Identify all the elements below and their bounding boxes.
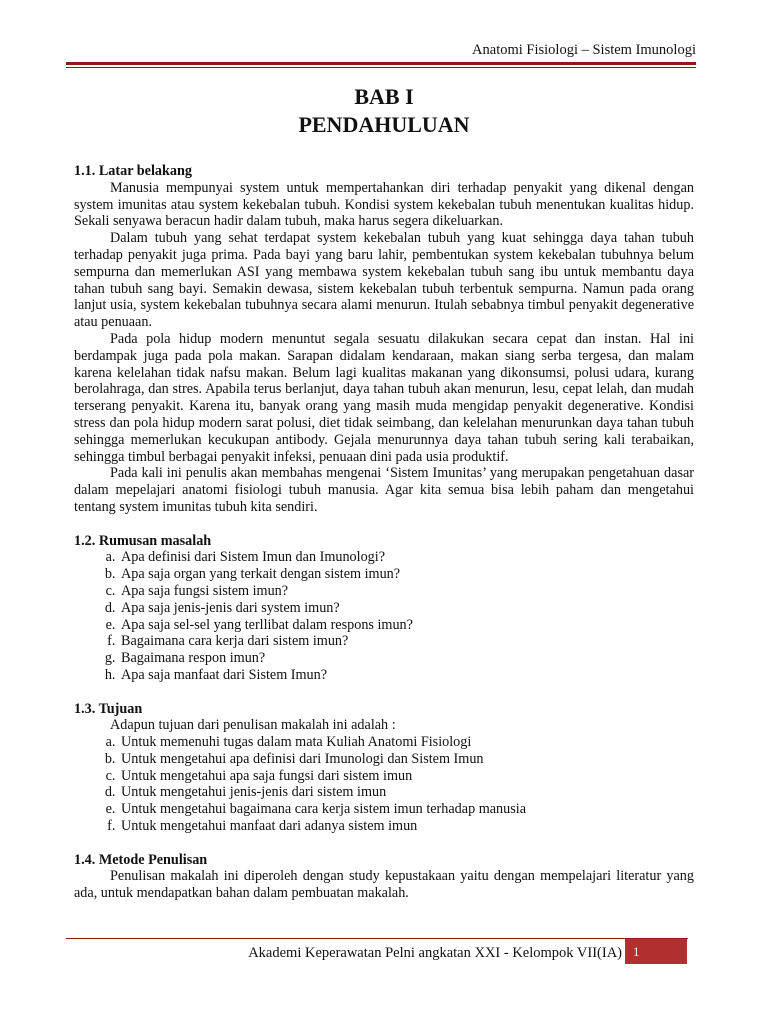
section-heading-latar: 1.1. Latar belakang bbox=[74, 163, 192, 179]
paragraph: Pada pola hidup modern menuntut segala sesuatu dilakukan secara cepat dan instan. Hal ini berdampak juga pada pola makan. Sarapan didalam kendaraan, makan siang serba tergesa, dan malam karena kelelahan tidak nafsu makan. Belum lagi kualitas makanan yang dikonsumsi, polusi udara, kurang berolahraga, dan stres. Apabila terus berlanjut, daya tahan tubuh akan menurun, lesu, cepat lelah, dan mudah terserang penyakit. Karena itu, banyak orang yang masih muda mengidap penyakit degenerative. Kondisi stress dan pola hidup modern sarat polusi, diet tidak seimbang, dan kelelahan menurunkan daya tahan tubuh sehingga memerlukan kecukupan antibody. Gejala menurunnya daya tahan tubuh sering kali terabaikan, sehingga timbul berbagai penyakit infeksi, penuaan dini pada usia produktif. bbox=[74, 330, 694, 465]
list-item: a. Apa definisi dari Sistem Imun dan Imunologi? bbox=[119, 549, 694, 566]
list-item: e. Apa saja sel-sel yang terllibat dalam respons imun? bbox=[119, 617, 694, 634]
list-item: b. Apa saja organ yang terkait dengan sistem imun? bbox=[119, 566, 694, 583]
rumusan-list bbox=[74, 549, 694, 683]
list-item: e. Untuk mengetahui bagaimana cara kerja sistem imun terhadap manusia bbox=[119, 801, 694, 818]
tujuan-intro: Adapun tujuan dari penulisan makalah ini adalah : bbox=[110, 717, 396, 734]
list-item: d. Untuk mengetahui jenis-jenis dari sistem imun bbox=[119, 784, 694, 801]
list-item: c. Apa saja fungsi sistem imun? bbox=[119, 583, 694, 600]
list-item: h. Apa saja manfaat dari Sistem Imun? bbox=[119, 667, 694, 684]
paragraph: Manusia mempunyai system untuk mempertahankan diri terhadap penyakit yang dikenal dengan system imunitas atau system kekebalan tubuh. Kondisi system kekebalan tubuh menentukan kualitas hidup. Sekali senyawa beracun hadir dalam tubuh, maka harus segera dikeluarkan. bbox=[74, 179, 694, 230]
chapter-title: PENDAHULUAN bbox=[298, 112, 470, 137]
paragraph: Pada kali ini penulis akan membahas mengenai ‘Sistem Imunitas’ yang merupakan pengetahuan dasar dalam mepelajari anatomi fisiologi tubuh manusia. Agar kita semua bisa lebih paham dan mengetahui tentang system imunitas tubuh kita sendiri. bbox=[74, 465, 694, 515]
running-footer: Akademi Keperawatan Pelni angkatan XXI - Kelompok VII(IA) bbox=[248, 945, 622, 961]
header-rule-thick bbox=[66, 62, 696, 65]
document-body bbox=[74, 163, 694, 902]
tujuan-list bbox=[74, 734, 694, 835]
running-header: Anatomi Fisiologi – Sistem Imunologi bbox=[472, 42, 696, 58]
header-rule-thin bbox=[66, 67, 696, 68]
list-item: b. Untuk mengetahui apa definisi dari Imunologi dan Sistem Imun bbox=[119, 751, 694, 768]
page-number-badge: 1 bbox=[625, 939, 687, 964]
list-item: f. Untuk mengetahui manfaat dari adanya sistem imun bbox=[119, 818, 694, 835]
footer-rule bbox=[66, 938, 688, 939]
paragraph: Dalam tubuh yang sehat terdapat system kekebalan tubuh yang kuat sehingga daya tahan tubuh terhadap penyakit juga prima. Pada bayi yang baru lahir, pembentukan system kekebalan tubuhnya belum sempurna dan memerlukan ASI yang membawa system kekebalan tubuh sang ibu untuk membantu daya tahan tubuh sang bayi. Semakin dewasa, sistem kekebalan tubuh terbentuk sempurna. Namun pada orang lanjut usia, system kekebalan tubuhnya secara alami menurun. Itulah sebabnya timbul penyakit degenerative atau penuaan. bbox=[74, 230, 694, 331]
section-heading-tujuan: 1.3. Tujuan bbox=[74, 700, 143, 717]
section-heading-metode: 1.4. Metode Penulisan bbox=[74, 851, 208, 868]
section-heading-rumusan: 1.2. Rumusan masalah bbox=[74, 532, 212, 549]
list-item: f. Bagaimana cara kerja dari sistem imun? bbox=[119, 633, 694, 650]
list-item: g. Bagaimana respon imun? bbox=[119, 650, 694, 667]
paragraph: Penulisan makalah ini diperoleh dengan study kepustakaan yaitu dengan mempelajari literatur yang ada, untuk mendapatkan bahan dalam pembuatan makalah. bbox=[74, 868, 694, 902]
list-item: d. Apa saja jenis-jenis dari system imun? bbox=[119, 600, 694, 617]
list-item: a. Untuk memenuhi tugas dalam mata Kuliah Anatomi Fisiologi bbox=[119, 734, 694, 751]
chapter-number: BAB I bbox=[354, 84, 414, 109]
list-item: c. Untuk mengetahui apa saja fungsi dari sistem imun bbox=[119, 768, 694, 785]
